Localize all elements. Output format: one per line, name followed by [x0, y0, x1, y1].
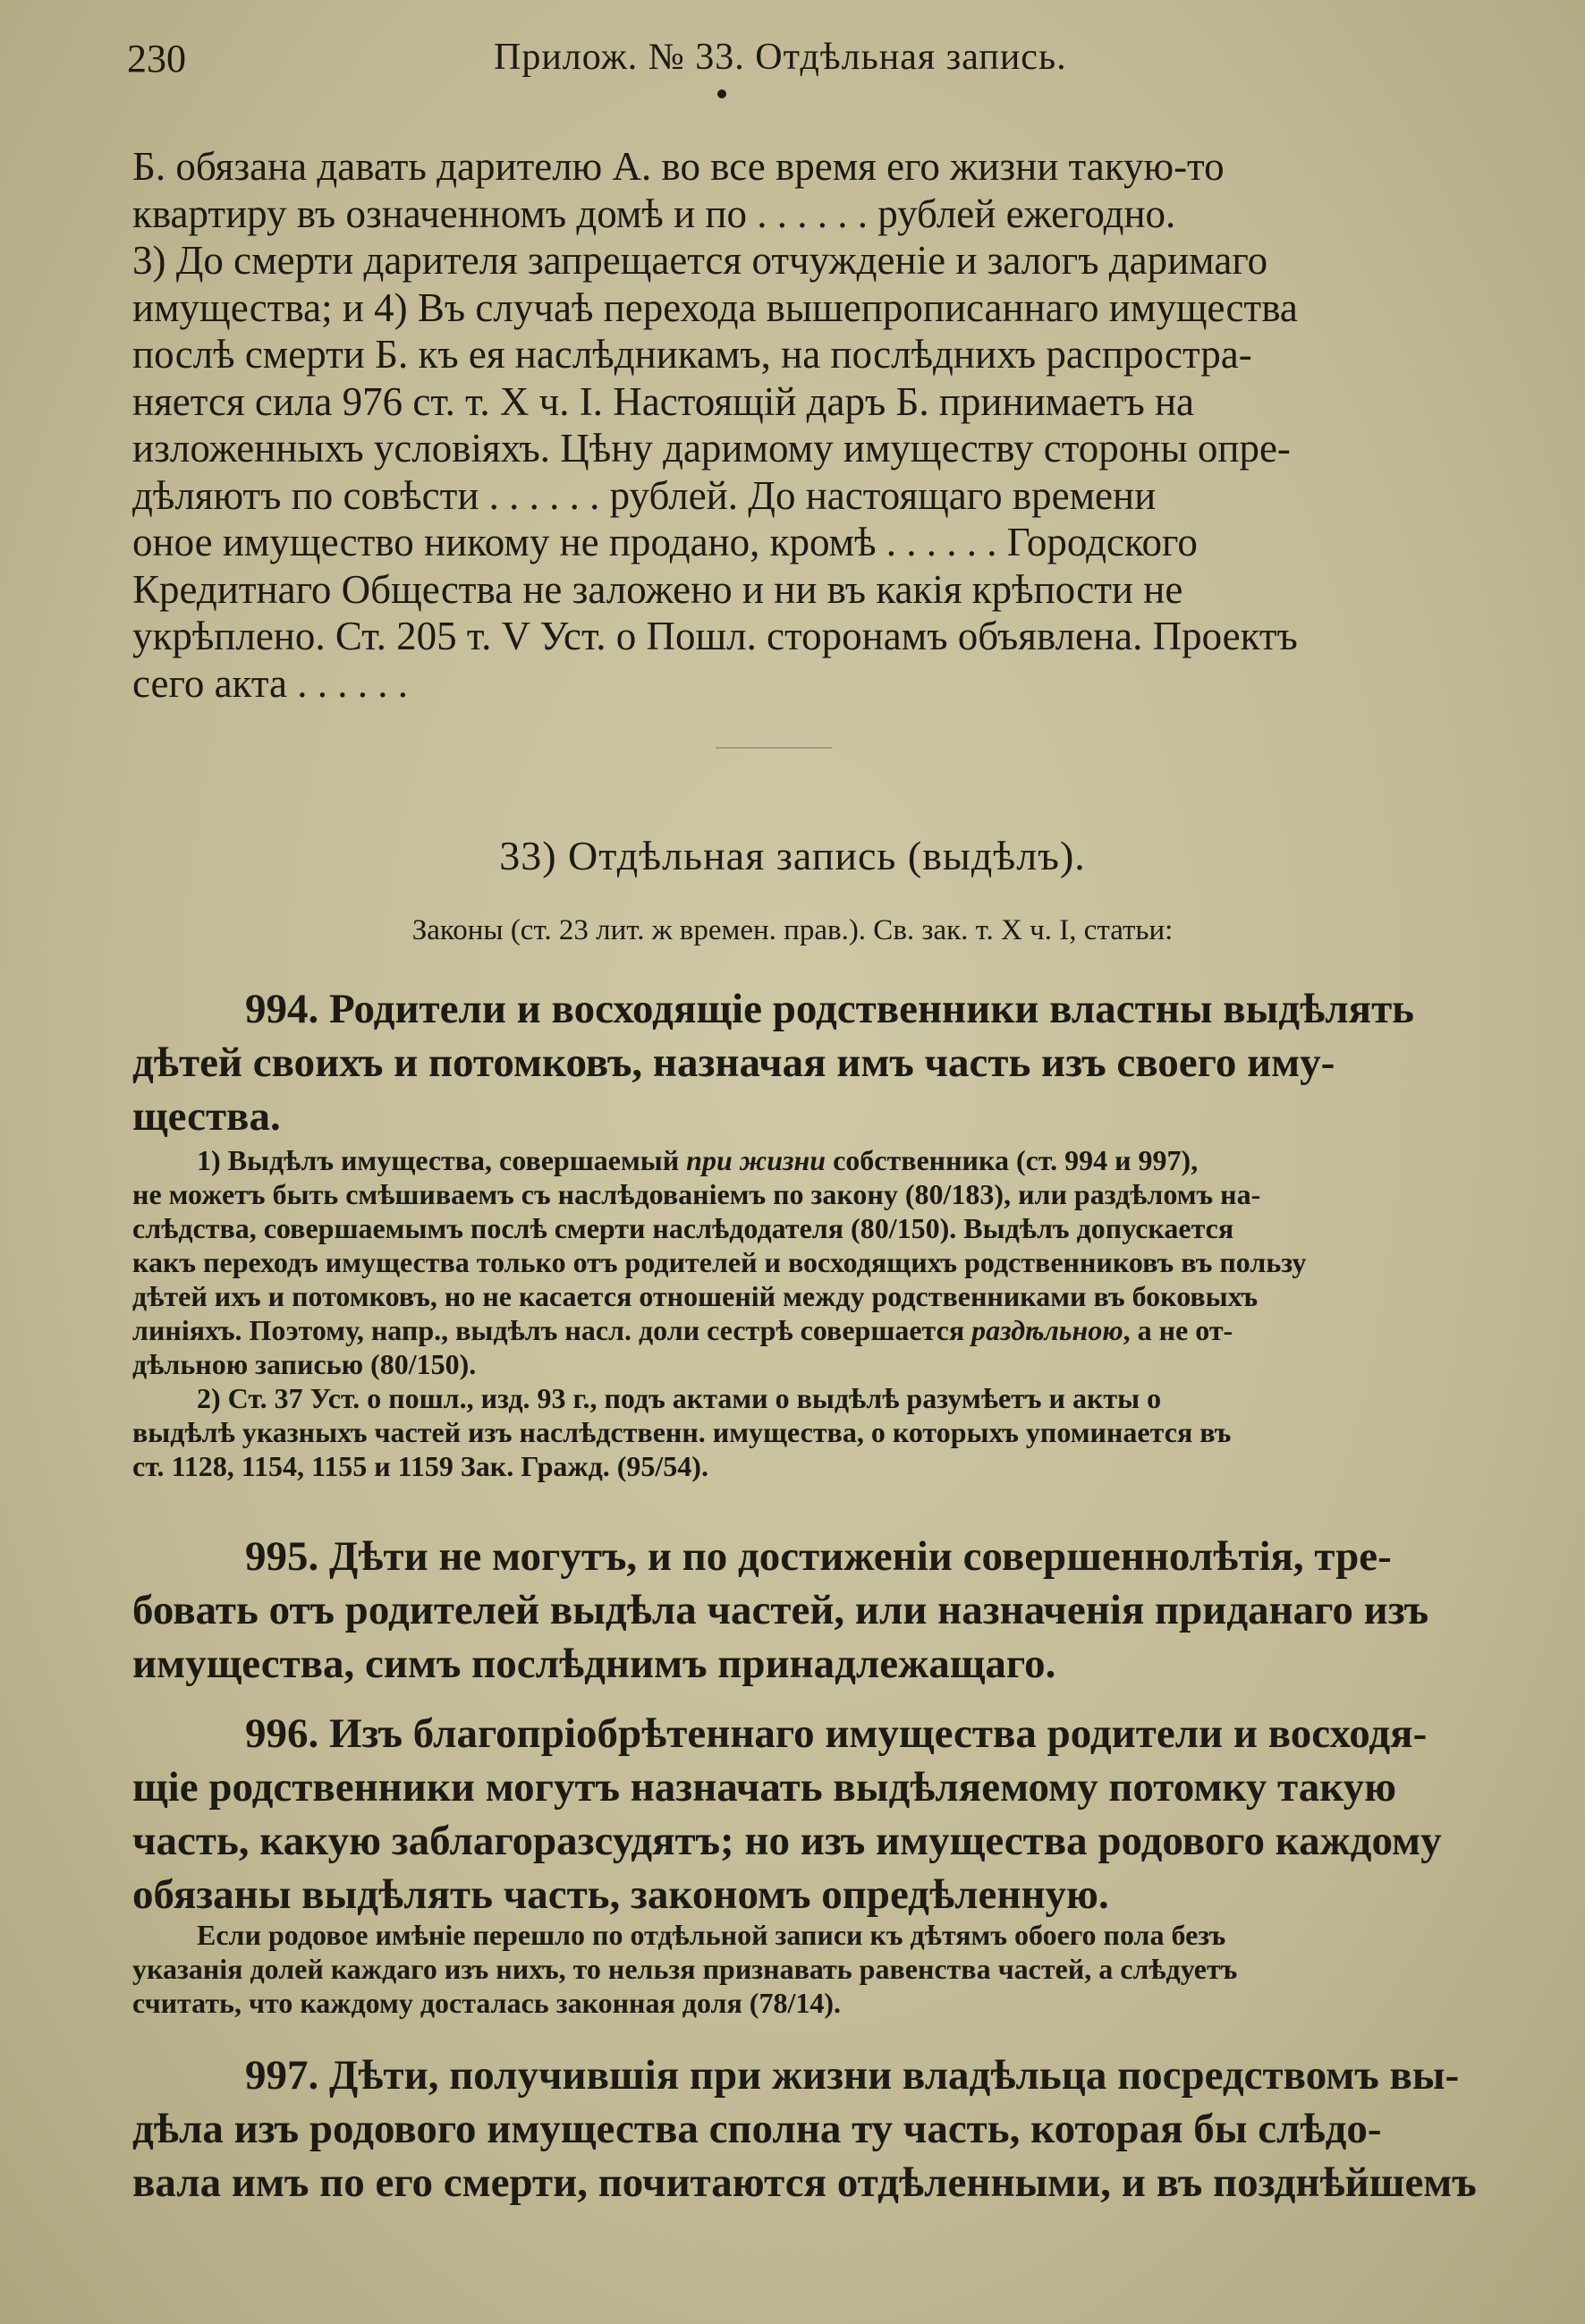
article-line — [132, 1530, 1537, 1583]
running-head: Прилож. № 33. Отдѣльная запись. — [494, 37, 1067, 78]
note-text: линіяхъ. Поэтому, напр., выдѣлъ насл. доли сестрѣ совершается — [132, 1314, 972, 1346]
note-line: Если родовое имѣніе перешло по отдѣльной записи къ дѣтямъ обоего пола безъ — [197, 1919, 1226, 1951]
article-line — [132, 2048, 1537, 2102]
article-text: Родители и восходящіе родственники властны выдѣлять — [329, 986, 1415, 1032]
note-line: указанія долей каждаго изъ нихъ, то нельзя признавать равенства частей, а слѣдуетъ — [132, 1953, 1238, 1985]
ornament-dot — [717, 89, 726, 98]
paragraph-line: 3) До смерти дарителя запрещается отчужденіе и залогъ даримаго — [132, 238, 1268, 283]
note-line — [132, 1143, 1537, 1177]
article-line — [132, 1707, 1537, 1760]
article-997 — [132, 2048, 1537, 2209]
paragraph-line: оное имущество никому не продано, кромѣ . . . . . . Городского — [132, 520, 1198, 564]
note-italic-text: раздѣльною — [971, 1314, 1123, 1346]
section-title: 33) Отдѣльная запись (выдѣлъ). — [499, 833, 1086, 878]
note-line: дѣльною записью (80/150). — [132, 1348, 477, 1380]
article-number: 996. — [245, 1710, 319, 1757]
note-994 — [132, 1143, 1537, 1483]
article-995 — [132, 1530, 1537, 1691]
paragraph-line: Б. обязана давать дарителю А. во все время его жизни такую-то — [132, 144, 1225, 189]
note-line: выдѣлѣ указныхъ частей изъ наслѣдственн. имущества, о которыхъ упоминается въ — [132, 1416, 1232, 1448]
note-996 — [132, 1918, 1537, 2020]
article-line: щества. — [132, 1093, 281, 1140]
note-line: какъ переходъ имущества только отъ родителей и восходящихъ родственниковъ въ пользу — [132, 1246, 1307, 1278]
article-number: 994. — [245, 986, 319, 1032]
note-line: ст. 1128, 1154, 1155 и 1159 Зак. Гражд. (95/54). — [132, 1450, 708, 1482]
article-line: дѣла изъ родового имущества сполна ту часть, которая бы слѣдо- — [132, 2106, 1382, 2152]
article-line: обязаны выдѣлять часть, закономъ опредѣленную. — [132, 1871, 1109, 1918]
note-line: слѣдства, совершаемымъ послѣ смерти наслѣдодателя (80/150). Выдѣлъ допускается — [132, 1212, 1234, 1244]
paragraph-line: Кредитнаго Общества не заложено и ни въ какія крѣпости не — [132, 566, 1183, 612]
article-996 — [132, 1707, 1537, 1921]
paragraph-line: няется сила 976 ст. т. Х ч. І. Настоящій даръ Б. принимаетъ на — [132, 378, 1195, 424]
paragraph-line: послѣ смерти Б. къ ея наслѣдникамъ, на послѣднихъ распростра- — [132, 332, 1252, 377]
note-italic-text: при жизни — [686, 1144, 826, 1176]
paragraph-line: изложенныхъ условіяхъ. Цѣну даримому имуществу стороны опре- — [132, 426, 1291, 471]
article-line: щіе родственники могутъ назначать выдѣляемому потомку такую — [132, 1764, 1397, 1811]
note-line: считать, что каждому досталась законная доля (78/14). — [132, 1987, 841, 2019]
section-divider — [716, 747, 832, 749]
note-line — [132, 1313, 1537, 1347]
note-line: 2) Ст. 37 Уст. о пошл., изд. 93 г., подъ актами о выдѣлѣ разумѣетъ и акты о — [197, 1382, 1162, 1414]
article-line: дѣтей своихъ и потомковъ, назначая имъ часть изъ своего иму- — [132, 1039, 1335, 1086]
article-number: 995. — [245, 1533, 319, 1580]
paragraph-line: квартиру въ означенномъ домѣ и по . . . . . . рублей ежегодно. — [132, 191, 1176, 236]
note-line: не можетъ быть смѣшиваемъ съ наслѣдованіемъ по закону (80/183), или раздѣломъ на- — [132, 1178, 1261, 1210]
page-header — [127, 29, 1540, 91]
article-number: 997. — [245, 2052, 319, 2099]
article-994 — [132, 982, 1537, 1143]
note-line: дѣтей ихъ и потомковъ, но не касается отношеній между родственниками въ боковыхъ — [132, 1280, 1259, 1312]
paragraph-line: имущества; и 4) Въ случаѣ перехода вышепрописаннаго имущества — [132, 284, 1298, 330]
article-line: вала имъ по его смерти, почитаются отдѣленными, и въ позднѣйшемъ — [132, 2159, 1477, 2206]
paragraph-line: дѣляютъ по совѣсти . . . . . . рублей. До настоящаго времени — [132, 472, 1157, 518]
paragraph-line: укрѣплено. Ст. 205 т. V Уст. о Пошл. сторонамъ объявлена. Проектъ — [132, 614, 1298, 658]
article-line: имущества, симъ послѣднимъ принадлежащаго. — [132, 1641, 1056, 1687]
article-line: бовать отъ родителей выдѣла частей, или назначенія приданаго изъ — [132, 1587, 1429, 1633]
note-text: , а не от- — [1123, 1314, 1233, 1346]
laws-reference: Законы (ст. 23 лит. ж времен. прав.). Св. зак. т. Х ч. І, статьи: — [411, 914, 1174, 946]
article-text: Дѣти, получившія при жизни владѣльца посредствомъ вы- — [329, 2052, 1460, 2099]
paragraph-line: сего акта . . . . . . — [132, 660, 409, 706]
note-text: 1) Выдѣлъ имущества, совершаемый — [197, 1144, 687, 1176]
article-line — [132, 982, 1537, 1036]
article-line: часть, какую заблагоразсудятъ; но изъ имущества родового каждому — [132, 1818, 1442, 1864]
article-text: Изъ благопріобрѣтеннаго имущества родители и восходя- — [329, 1710, 1428, 1757]
page-number: 230 — [127, 37, 186, 81]
note-text: собственника (ст. 994 и 997), — [826, 1144, 1199, 1176]
article-text: Дѣти не могутъ, и по достиженіи совершеннолѣтія, тре- — [329, 1533, 1392, 1580]
top-paragraph — [132, 143, 1537, 707]
